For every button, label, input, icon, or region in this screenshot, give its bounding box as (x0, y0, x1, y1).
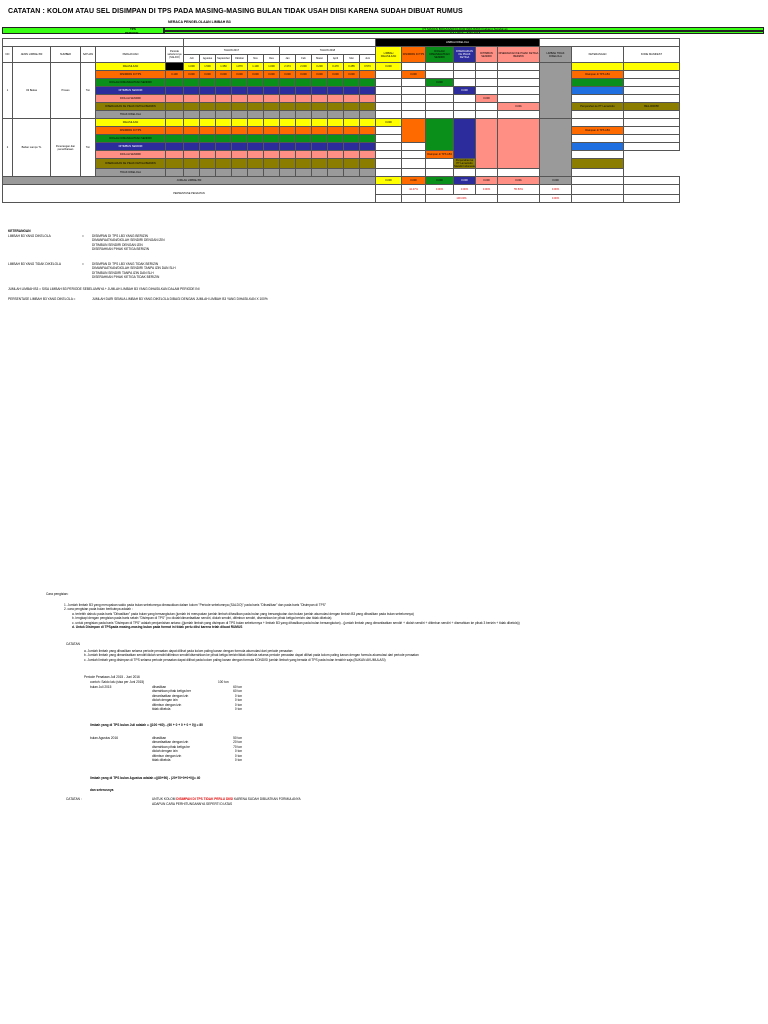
cara-item: b. lengkapi dengan pengisian pada baris selain "Disimpan di TPS" (no diolah/dimanfaatkan sendiri, diolah sendiri, ditimbun sendiri, diserahkan ke pihak ketiga berizin dan tidak dikelola) (72, 616, 332, 621)
agustus-row-label: dimanfaatkan dengan izin (152, 740, 189, 745)
month-sep: September (216, 55, 232, 63)
ket-b-item: DISIMPAN DI TPS LB3 YANG TIDAK BERIZIN (92, 262, 159, 266)
agustus-row-value: 20 ton (233, 740, 242, 745)
month-mar: Maret (312, 55, 328, 63)
juli-row-label: tidak dikelola (152, 707, 171, 712)
row1-ket-penyerahan: Penyerahan ke PT Lamarindo (572, 103, 624, 111)
total-tps: 0.000 (402, 177, 426, 185)
total-pihak-ketiga: 0.001 (498, 177, 540, 185)
row1-total-diolah-sendiri: 0.000 (476, 95, 498, 103)
juli-row-label: diserahkan pihak ketiga ber (152, 689, 191, 694)
total-dihasilkan: 0.000 (376, 177, 402, 185)
cara-list (64, 603, 764, 629)
agustus-row-label: dihasilkan (152, 736, 167, 740)
month-may: Mei (344, 55, 360, 63)
juli-row-value: 0 ton (234, 698, 242, 703)
juli-row-value: 60 ton (233, 689, 242, 694)
header-bar-perusahaan: PT MADAN BOGASARI FLOUR INDUSTRI (Cabang Surabaya) (164, 27, 764, 31)
ket-a-label: LIMBAH B3 YANG DIKELOLA (8, 234, 51, 238)
row2-no: 2 (3, 119, 13, 177)
juli-row (152, 707, 242, 711)
col-satuan: SATUAN (81, 47, 96, 63)
row2-perlakuan-tidak-dikelola: TIDAK DIKELOLA (96, 169, 166, 177)
col-disimpan: DISIMPAN DI TPS (402, 47, 426, 63)
juli-row-label: ditimbun dengan izin (152, 702, 182, 707)
juli-list (152, 685, 242, 711)
ket-d-text: JUMLAH DARI SEMUA LIMBAH B3 YANG DIKELOLA DIBAGI DENGAN JUMLAH LIMBAH B3 YANG DIHASILKAN X 100% (92, 297, 268, 301)
cell: 0.000 (296, 71, 312, 79)
row2-jenis: Bahan Lampu TL (13, 119, 51, 177)
juli-row-label: dimanfaatkan dengan izin (152, 693, 189, 698)
juli-row-value: 0 ton (234, 707, 242, 712)
row1-perlakuan-diolah: DIOLAH/ DIMANFAATKAN SENDIRI (96, 79, 166, 87)
row1-perlakuan-dihasilkan: DIHASILKAN (96, 63, 166, 71)
row1-perlakuan-pihak-ketiga: DISERAHKAN KE PIHAK KETIGA BERIZIN (96, 103, 166, 111)
cell: 0.000 (184, 71, 200, 79)
juli-row-label: diolah dengan izin (152, 698, 178, 703)
month-dec: Des (264, 55, 280, 63)
row2-total-dihasilkan: 0.000 (376, 119, 402, 127)
row2-ket-blue (572, 143, 624, 151)
row1-sumber: Proses (51, 63, 81, 119)
row1-total-diolah: 0.000 (426, 79, 454, 87)
cell: 0.200 (312, 63, 328, 71)
ket-b-eq: = (82, 262, 84, 266)
final-line-2: ADAPUN CARA PERHITUNGANNYA SEPERTI DI ATAS (152, 802, 233, 806)
col-sumber: SUMBER (51, 47, 81, 63)
row1-ket (572, 63, 624, 71)
ket-a-item: DIMANFAATKAN/DIOLAH SENDIRI DENGAN IZIN (92, 238, 165, 243)
row1-perlakuan-tidak-dikelola: TIDAK DIKELOLA (96, 111, 166, 119)
col-tahun-2018: TAHUN 2018 (280, 47, 376, 55)
contoh-sisa: contoh: Saldo lalu (sisa per Juni 2015) (90, 680, 145, 684)
agustus-list (152, 736, 242, 762)
row1-no: 1 (3, 63, 13, 119)
cell: 0.000 (216, 71, 232, 79)
ket-c-text: JUMLAH LIMBAH B3 = SISA LIMBAH B3 PERIODE SEBELUMNYA + JUMLAH LIMBAH B3 YANG DIHASILKAN DALAM PERIODE INI (8, 287, 200, 291)
cell: 2.000 (296, 63, 312, 71)
agustus-row-value: 0 ton (234, 749, 242, 754)
persen-4: 0.00% (476, 185, 498, 195)
month-jun: Juni (360, 55, 376, 63)
header-bar-left (2, 27, 164, 34)
col-tahun-2017: TAHUN 2017 (184, 47, 280, 55)
page-title: CATATAN : KOLOM ATAU SEL DISIMPAN DI TPS PADA MASING-MASING BULAN TIDAK USAH DIISI KARENA SUDAH DIBUAT RUMUS (8, 8, 463, 15)
col-keterangan: KETERANGAN (572, 47, 624, 63)
agustus-row-value: 50 ton (233, 736, 242, 740)
juli-row-label: dihasilkan (152, 685, 167, 689)
row1-total-dihasilkan: 0.000 (376, 63, 402, 71)
neraca-title: NERACA PENGELOLAAN LIMBAH B3 (168, 20, 231, 24)
cell: 1.000 (184, 63, 200, 71)
header-bar-periode: JULI 2017 - JUNI 2018 (164, 31, 764, 35)
agustus-row-value: 70 ton (233, 744, 242, 749)
keterangan-heading: KETERANGAN (8, 229, 31, 233)
juli-row-value: 0 ton (234, 693, 242, 698)
cell: 1.000 (264, 63, 280, 71)
col-kode: KODE MANIFEST (624, 47, 680, 63)
cell: 0.000 (344, 71, 360, 79)
agustus-row-label: diserahkan pihak ketiga be (152, 744, 190, 749)
month-oct: Oktober (232, 55, 248, 63)
row1-perlakuan-tps: DISIMPAN DI TPS (96, 71, 166, 79)
row2-ket-tps-2: Disimpan di TPS LB3 (426, 151, 454, 159)
ket-b-item: DIMANFAATKAN/DIOLAH SENDIRI TANPA IZIN DAN SLH (92, 266, 176, 271)
persen-label: PERSENTASE PENAATAN (3, 185, 376, 203)
col-limbah-dikelola: LIMBAH DIKELOLA (376, 39, 540, 47)
total-tidak: 0.000 (540, 177, 572, 185)
total-diolah: 0.000 (426, 177, 454, 185)
row1-total-tps: 0.000 (402, 71, 426, 79)
cara-item: d. Untuk Disimpan di TPSpada masing-masing bulan pada format ini tidak perlu diisi karena telah dibuat RUMUS (72, 625, 243, 630)
juli-label: bulan Juli 2015 (90, 685, 112, 689)
month-apr: April (328, 55, 344, 63)
final-red: DISIMPAN DI TPS TIDAK PERLU DIISI (176, 797, 234, 801)
month-aug: Agustus (200, 55, 216, 63)
cell: 0.455 (344, 63, 360, 71)
row2-ket-penyerahan: Penyerahan ke PT Lamarindo Mandiri Indonesia (454, 159, 475, 168)
persen-row2-1: 100.00% (426, 195, 498, 203)
periode-label: PERIODE (125, 30, 139, 35)
cell: 0.000 (200, 71, 216, 79)
row2-satuan: Ton (81, 119, 96, 177)
cell: 2.374 (280, 63, 296, 71)
contoh-sisa-val: 100 ton (218, 680, 229, 684)
catatan-item: c. Jumlah limbah yang disimpan di TPS selama periode penaatan dapat dilihat pada kolom paling kanan dengan formula KONDISI jumlah limbah yang berada di TPS pada bulan terakhir saja (BUKAN AKUMULASI) (84, 657, 386, 662)
contoh-label: Periode Penataan Juli 2015 - Juni 2016 (84, 675, 140, 679)
agustus-label: bulan Agustus 2016 (90, 736, 119, 740)
persen-5: 55.53% (498, 185, 540, 195)
cell: 0.573 (360, 63, 376, 71)
cara-item: 1. Jumlah limbah B3 yang merupakan saldo pada bulan sebelumnya dimasukkan dalam kolom "Periode sebelumnya (SALDO)" pada baris "Dihasilkan" dan pada baris "Disimpan di TPS" (64, 603, 327, 607)
neraca-table (2, 38, 680, 203)
catatan-item: a. Jumlah limbah yang dihasilkan selama periode penaatan dapat dilihat pada kolom paling kanan dengan formula akumulasi dari periode penaatan (84, 649, 293, 653)
row2-perlakuan-ditimbun: DITIMBUN SENDIRI (96, 143, 166, 151)
agustus-row-label: tidak dikelola (152, 758, 171, 763)
persen-1: 44.47% (402, 185, 426, 195)
col-no: NO (3, 47, 13, 63)
cell: 0.000 (312, 71, 328, 79)
row1-total-pihak-ketiga: 0.001 (498, 103, 540, 111)
row2-ket-tps: Disimpan di TPS LB3 (572, 127, 624, 135)
agustus-result: limbah yang di TPS bulan Agustus adalah =((80+50) - (20+70+0+0+0))= 40 (90, 776, 201, 780)
cell: 1.350 (216, 63, 232, 71)
col-diserahkan: DISERAHKAN KE PIHAK KETIGA (454, 47, 476, 63)
catatan-list (84, 649, 764, 662)
cell: 0.000 (264, 71, 280, 79)
cell: 0.000 (248, 71, 264, 79)
persen-2: 0.00% (426, 185, 454, 195)
row2-perlakuan-diolah: DIOLAH/ DIMANFAATKAN SENDIRI (96, 135, 166, 143)
ket-b-label: LIMBAH B3 YANG TIDAK DIKELOLA (8, 262, 61, 266)
ket-a-eq: = (82, 234, 84, 238)
final-line-1 (152, 797, 301, 801)
row1-satuan: Ton (81, 63, 96, 119)
catatan-label: CATATAN (66, 642, 80, 646)
cara-item: a. terlebih dahulu pada baris "Dihasilkan" pada bulan yang bersangkutan (jumlah ini merupakan jumlah limbah dihasilkan pada bulan yang bersangkutan dan bukan jumlah akumulasi dengan limbah B3 yang dihasilkan pada bulan sebelumnya) (72, 611, 414, 616)
agustus-row-label: ditimbun dengan izin (152, 753, 182, 758)
cell: 0.000 (232, 71, 248, 79)
ket-a-item: DISERAHKAN PIHAK KETIGA BERIZIN (92, 247, 150, 252)
row2-sumber: Penerangan dan pemeliharaan (51, 119, 81, 177)
juli-result: limbah yang di TPS bulan Juli adalah = ((100 +60) - (60 + 0 + 0 + 0 + 0)) = 80 (90, 723, 203, 727)
col-saldo: Periode sebelumnya (SALDO) (166, 47, 184, 63)
cell: 0.000 (328, 71, 344, 79)
ket-d-label: PERSENTASE LIMBAH B3 YANG DIKELOLA = (8, 297, 76, 301)
final-catatan-label: CATATAN : (66, 797, 82, 801)
col-jenis: JENIS LIMBAH B3 (13, 47, 51, 63)
juli-row-value: 60 ton (233, 685, 242, 689)
cara-item: 2. cara pengisian pada bulan berikutnya adalah : (64, 607, 133, 612)
final-post: KARENA SUDAH DIBUATKAN FORMULANYA (233, 797, 301, 801)
cell: 1.500 (200, 63, 216, 71)
agustus-row-value: 0 ton (234, 758, 242, 763)
row1-perlakuan-diolah-sendiri: DIOLAH SENDIRI (96, 95, 166, 103)
row1-kode: BE1-000058 (624, 103, 680, 111)
ket-a-item: DISIMPAN DI TPS LB3 YANG BERIZIN (92, 234, 148, 238)
ket-a-item: DITIMBUN SENDIRI DENGAN IZIN (92, 242, 143, 247)
row1-ket-tps: Disimpan di TPS LB3 (572, 71, 624, 79)
total-label: JUMLAH LIMBAH B3 (3, 177, 376, 185)
row1-total-ditimbun: 0.000 (454, 87, 476, 95)
cell: 1.100 (248, 63, 264, 71)
month-nov: Nov (248, 55, 264, 63)
cell: 0.470 (328, 63, 344, 71)
row1-perlakuan-ditimbun: DITIMBUN SENDIRI (96, 87, 166, 95)
catatan-item: b. Jumlah limbah yang dimanfaatkan sendiri/diolah sendiri/ditimbun sendiri/diserahkan ke pihak ketiga berizin/tidak dikelola selama periode penaatan dapat dilihat pada kolom paling kanan dengan formula akumulasi dari periode penaatan (84, 653, 419, 658)
col-diserahkan-pihak: DISERAHKAN KE PIHAK KETIGA BERIZIN (498, 47, 540, 63)
col-limbah-dihasilkan: LIMBAH DIHASILKAN (376, 47, 402, 63)
juli-row-value: 0 ton (234, 702, 242, 707)
row2-perlakuan-diolah-sendiri: DIOLAH SENDIRI (96, 151, 166, 159)
cell: 0.100 (166, 71, 184, 79)
month-feb: Feb (296, 55, 312, 63)
cara-heading: Cara pengisian: (46, 592, 69, 596)
month-jul: Juli (184, 55, 200, 63)
persen-row2-2: 0.00% (540, 195, 572, 203)
col-ditimbun: DITIMBUN SENDIRI (476, 47, 498, 63)
persen-3: 0.00% (454, 185, 476, 195)
row2-perlakuan-dihasilkan: DIHASILKAN (96, 119, 166, 127)
ket-a-list (92, 234, 165, 252)
final-pre: UNTUK KOLOM (152, 797, 176, 801)
col-diolah: DIOLAH/ DIMANFAATKAN SENDIRI (426, 47, 454, 63)
cell: 0.000 (280, 71, 296, 79)
total-ditimbun: 0.000 (454, 177, 476, 185)
row2-perlakuan-tps: DISIMPAN DI TPS (96, 127, 166, 135)
total-diolah-sendiri: 0.000 (476, 177, 498, 185)
persen-6: 0.00% (540, 185, 572, 195)
ket-b-item: DISERAHKAN PIHAK KETIGA TIDAK BERIZIN (92, 275, 160, 280)
row2-perlakuan-pihak-ketiga: DISERAHKAN KE PIHAK KETIGA BERIZIN (96, 159, 166, 169)
agustus-row-label: diolah dengan izin (152, 749, 178, 754)
cara-item: c. untuk pengisian pada baris "Disimpan di TPS" adalah penjumlahan antara: ((jumlah limbah yang disimpan di TPS bulan sebelumnya + limbah B3 yang dihasilkan pada bulan bersangkutan) - (jumlah limbah yang dimanfaatkan sendiri + diolah sendiri + ditimbun sendiri + diserahkan ke pihak 3 berizin + tidak dikelola)) (72, 620, 520, 625)
seterusnya: dan seterusnya (90, 788, 114, 792)
agustus-row-value: 0 ton (234, 753, 242, 758)
col-tidak-dikelola: LIMBAH TIDAK DIKELOLA (540, 47, 572, 63)
row1-jenis: Oli Bekas (13, 63, 51, 119)
month-jan: Jan (280, 55, 296, 63)
ket-b-item: DITIMBUN SENDIRI TANPA IZIN DAN SLH (92, 270, 154, 275)
agustus-row (152, 758, 242, 762)
col-perlakuan: PERLAKUAN (96, 47, 166, 63)
ket-b-list (92, 262, 176, 280)
cell: 1.870 (232, 63, 248, 71)
tps-label: TPS (130, 27, 136, 31)
